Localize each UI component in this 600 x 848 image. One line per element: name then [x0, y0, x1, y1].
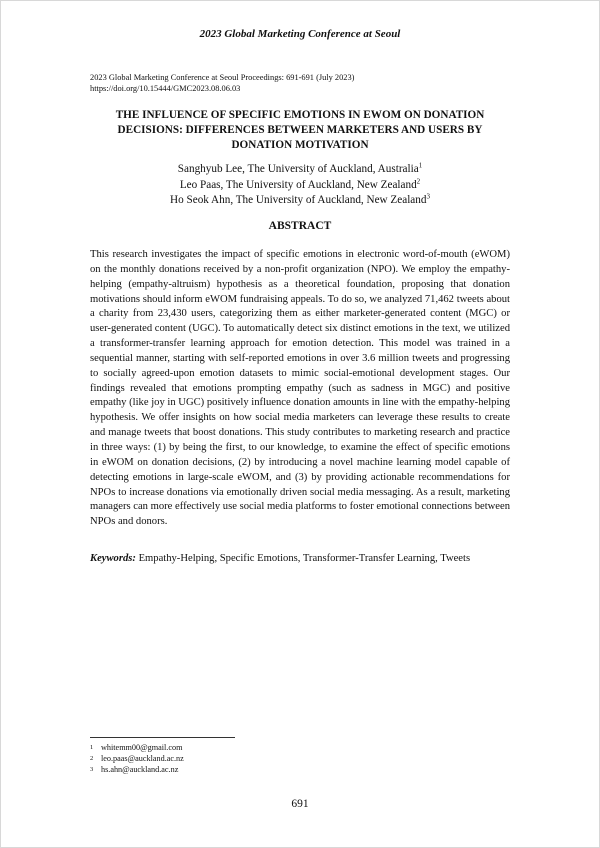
footnote-email[interactable]: whitemm00@gmail.com: [101, 743, 183, 752]
footnote-email[interactable]: hs.ahn@auckland.ac.nz: [101, 765, 179, 774]
footnote-marker: 1: [418, 161, 423, 170]
footnote-divider: [90, 737, 235, 738]
author-line: [90, 162, 510, 178]
footnote-item: [90, 753, 184, 764]
footnote-marker: 3: [426, 192, 430, 201]
footnote-number: 2: [90, 755, 94, 762]
publication-meta: [90, 72, 354, 94]
footnote-email[interactable]: leo.paas@auckland.ac.nz: [101, 754, 184, 763]
author-list: [90, 162, 510, 209]
keywords-list: Empathy-Helping, Specific Emotions, Transformer-Transfer Learning, Tweets: [138, 553, 471, 564]
author-line: [90, 193, 510, 209]
keywords-section: [90, 552, 510, 567]
abstract-body: This research investigates the impact of specific emotions in electronic word-of-mouth (eWOM) on the monthly donations received by a non-profit organization (NPO). We employ the empathy-helping (empathy-altruism) hypothesis as a theoretical foundation, proposing that donation motivations should inform eWOM fundraising appeals. To do so, we analyzed 71,462 tweets about a charity from 23,430 users, categorizing them as either marketer-generated content (MGC) or user-generated content (UGC). To automatically detect six distinct emotions in the text, we utilized a transformer-transfer learning approach for emotion detection. This model was trained in a sequential manner, starting with self-reported emotions in over 3.6 million tweets and progressing to socially agreed-upon emotion datasets to mimic social-emotional development stages. Our findings revealed that emotions prompting empathy (such as sadness in MGC) and positive empathy (like joy in UGC) positively influence donation amounts in line with the empathy-helping hypothesis. We offer insights on how social media marketers can leverage these results to create and manage tweets that boost donations. This study contributes to marketing research and practice in three ways: (1) by being the first, to our knowledge, to examine the effect of specific emotions in eWOM on donation decisions, (2) by introducing a novel machine learning model capable of detecting emotions in large-scale eWOM, and (3) by providing actionable recommendations for NPOs to increase donations via emotionally driven social media messaging. As a result, marketing managers can more effectively use social media platforms to foster emotional connections between NPOs and donors.: [90, 249, 510, 528]
footnote-number: 1: [90, 744, 94, 751]
footnote-marker: 2: [416, 176, 421, 185]
footnotes: [90, 742, 184, 775]
abstract-heading: ABSTRACT: [268, 220, 332, 232]
author-affiliation: Sanghyub Lee, The University of Auckland, Australia: [177, 163, 419, 175]
footnote-item: [90, 742, 184, 753]
proceedings-citation: 2023 Global Marketing Conference at Seoul Proceedings: 691-691 (July 2023): [90, 73, 355, 82]
author-line: [90, 178, 510, 194]
author-affiliation: Leo Paas, The University of Auckland, New Zealand: [179, 178, 417, 191]
footnote-item: [90, 764, 184, 775]
paper-title: THE INFLUENCE OF SPECIFIC EMOTIONS IN EWOM ON DONATION DECISIONS: DIFFERENCES BETWEEN MARKETERS AND USERS BY DONATION MOTIVATION: [115, 109, 485, 151]
page-number: 691: [291, 798, 309, 810]
running-header: 2023 Global Marketing Conference at Seoul: [199, 28, 401, 40]
footnote-number: 3: [90, 766, 94, 773]
author-affiliation: Ho Seok Ahn, The University of Auckland, New Zealand: [170, 194, 427, 206]
keywords-label: Keywords:: [90, 553, 136, 564]
doi-link[interactable]: https://doi.org/10.15444/GMC2023.08.06.03: [90, 84, 241, 93]
